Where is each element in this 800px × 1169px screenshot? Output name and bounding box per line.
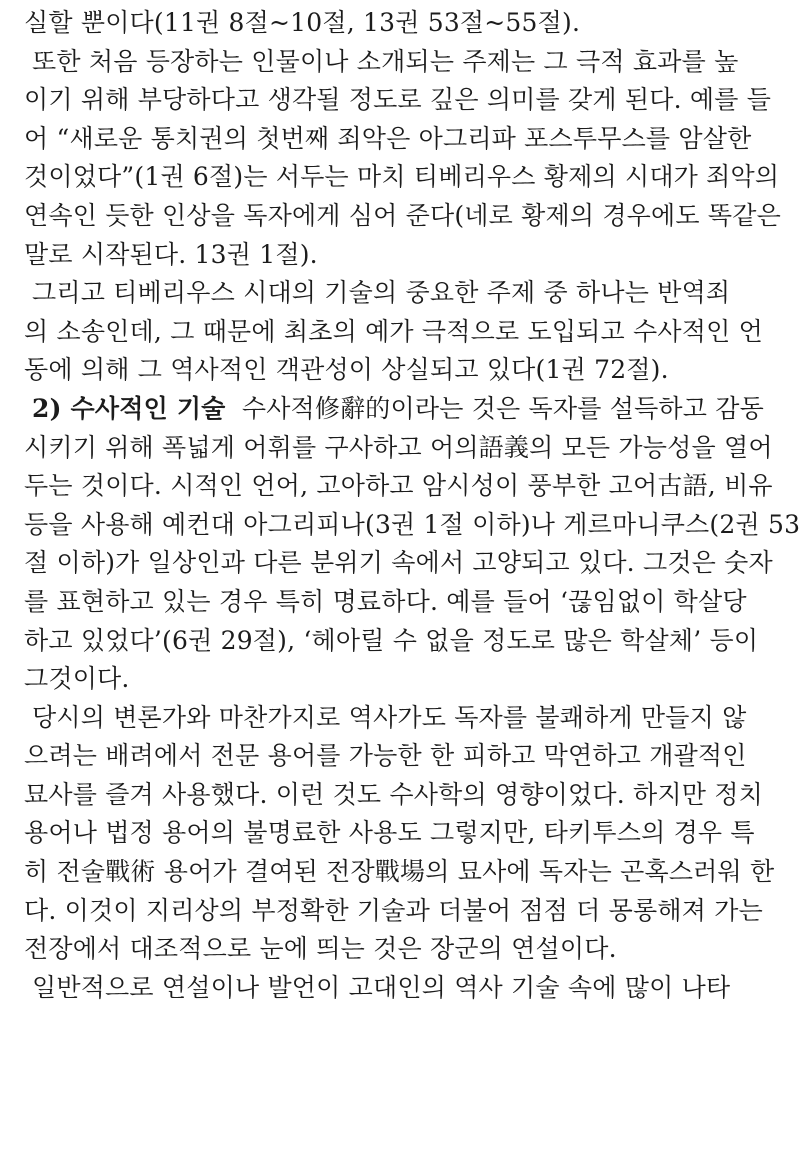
text-line: 하고 있었다’(6권 29절), ‘헤아릴 수 없을 정도로 많은 학살체’ 등이	[24, 625, 759, 655]
text-line: 것이었다”(1권 6절)는 서두는 마치 티베리우스 황제의 시대가 죄악의	[24, 162, 780, 192]
text-line: 그리고 티베리우스 시대의 기술의 중요한 주제 중 하나는 반역죄	[32, 278, 731, 308]
text-line: 이기 위해 부당하다고 생각될 정도로 깊은 의미를 갖게 된다. 예를 들	[24, 85, 772, 115]
text-run: 수사적修辭的이라는 것은 독자를 설득하고 감동	[241, 393, 764, 423]
text-line: 묘사를 즐겨 사용했다. 이런 것도 수사학의 영향이었다. 하지만 정치	[24, 779, 763, 809]
text-line: 시키기 위해 폭넓게 어휘를 구사하고 어의語義의 모든 가능성을 열어	[24, 432, 773, 462]
text-line: 를 표현하고 있는 경우 특히 명료하다. 예를 들어 ‘끊임없이 학살당	[24, 586, 747, 616]
text-line: 절 이하)가 일상인과 다른 분위기 속에서 고양되고 있다. 그것은 숫자	[24, 548, 773, 578]
text-line: 다. 이것이 지리상의 부정확한 기술과 더불어 점점 더 몽롱해져 가는	[24, 895, 763, 925]
text-line: 동에 의해 그 역사적인 객관성이 상실되고 있다(1권 72절).	[24, 355, 669, 385]
text-line: 또한 처음 등장하는 인물이나 소개되는 주제는 그 극적 효과를 높	[32, 46, 739, 76]
text-line: 연속인 듯한 인상을 독자에게 심어 준다(네로 황제의 경우에도 똑같은	[24, 200, 781, 230]
text-line: 말로 시작된다. 13권 1절).	[24, 239, 318, 269]
text-line: 당시의 변론가와 마찬가지로 역사가도 독자를 불쾌하게 만들지 않	[32, 702, 747, 732]
text-line: 으려는 배려에서 전문 용어를 가능한 한 피하고 막연하고 개괄적인	[24, 741, 747, 771]
text-line: 전장에서 대조적으로 눈에 띄는 것은 장군의 연설이다.	[24, 934, 617, 964]
text-line: 실할 뿐이다(11권 8절~10절, 13권 53절~55절).	[24, 8, 581, 37]
text-line: 그것이다.	[24, 664, 130, 694]
text-line: 용어나 법정 용어의 불명료한 사용도 그렇지만, 타키투스의 경우 특	[24, 818, 755, 848]
text-line: 일반적으로 연설이나 발언이 고대인의 역사 기술 속에 많이 나타	[32, 972, 731, 1002]
text-line: 히 전술戰術 용어가 결여된 전장戰場의 묘사에 독자는 곤혹스러워 한	[24, 857, 775, 887]
section-heading: 2) 수사적인 기술	[32, 393, 226, 423]
text-line	[24, 390, 764, 429]
text-line: 의 소송인데, 그 때문에 최초의 예가 극적으로 도입되고 수사적인 언	[24, 316, 763, 346]
text-line: 등을 사용해 예컨대 아그리피나(3권 1절 이하)나 게르마니쿠스(2권 53	[24, 509, 800, 539]
text-line: 어 “새로운 통치권의 첫번째 죄악은 아그리파 포스투무스를 암살한	[24, 123, 752, 153]
text-line: 두는 것이다. 시적인 언어, 고아하고 암시성이 풍부한 고어古語, 비유	[24, 471, 773, 501]
